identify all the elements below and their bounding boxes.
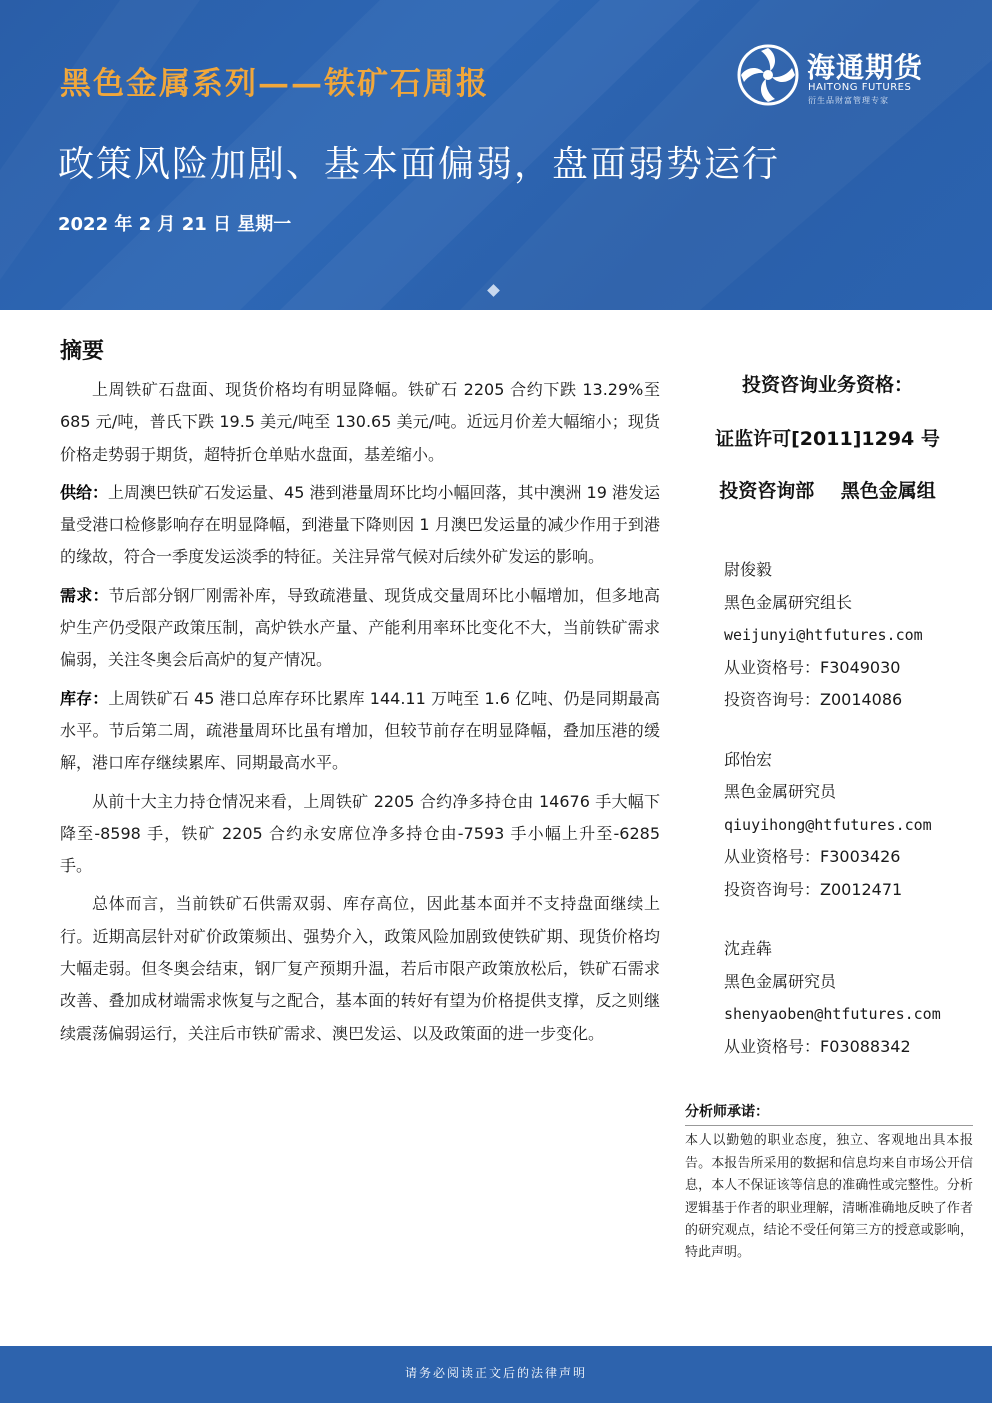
paragraph-text: 节后部分钢厂刚需补库，导致疏港量、现货成交量周环比小幅增加，但多地高炉生产仍受限产政策压制，高炉铁水产量、产能利用率环比变化不大，当前铁矿需求偏弱，关注冬奥会后高炉的复产情况。 (60, 585, 660, 670)
summary-paragraph-conclusion (60, 888, 660, 1049)
logo-swirl-icon (737, 44, 799, 106)
company-logo (737, 42, 967, 112)
page-footer (0, 1346, 992, 1403)
summary-paragraph-demand (60, 580, 660, 677)
analyst-cert-number: 从业资格号：F03088342 (724, 1036, 911, 1056)
analyst-title: 黑色金属研究组长 (724, 592, 853, 612)
page-title: 政策风险加剧、基本面偏弱，盘面弱势运行 (58, 144, 781, 185)
analyst-name: 邱怡宏 (724, 749, 773, 769)
series-title: 黑色金属系列——铁矿石周报 (60, 66, 489, 102)
summary-heading: 摘要 (60, 339, 105, 364)
analyst-advisory-number: 投资咨询号：Z0012471 (724, 879, 903, 899)
paragraph-text: 总体而言，当前铁矿石供需双弱、库存高位，因此基本面并不支持盘面继续上行。近期高层针对矿价政策频出、强势介入，政策风险加剧致使铁矿期、现货价格均大幅走弱。但冬奥会结束，钢厂复产预期升温，若后市限产政策放松后，铁矿石需求改善、叠加成材端需求恢复与之配合，基本面的转好有望为价格提供支撑，反之则继续震荡偏弱运行，关注后市铁矿需求、澳巴发运、以及政策面的进一步变化。 (60, 894, 660, 1043)
paragraph-text: 上周铁矿石盘面、现货价格均有明显降幅。铁矿石 2205 合约下跌 13.29%至 685 元/吨，普氏下跌 19.5 美元/吨至 130.65 美元/吨。近远月价差大幅缩小；现货价格走势弱于期货，超特折仓单贴水盘面，基差缩小。 (60, 380, 660, 464)
legal-notice-link[interactable]: 请务必阅读正文后的法律声明 (404, 1366, 587, 1380)
paragraph-text: 从前十大主力持仓情况来看，上周铁矿 2205 合约净多持仓由 14676 手大幅下降至-8598 手，铁矿 2205 合约永安席位净多持仓由-7593 手小幅上升至-6285 手。 (60, 791, 660, 876)
analyst-cert-number: 从业资格号：F3003426 (724, 847, 901, 866)
analyst-card (724, 554, 984, 717)
analyst-card (724, 744, 984, 907)
analyst-email-link[interactable]: weijunyi@htfutures.com (724, 626, 923, 644)
analyst-list (724, 554, 984, 1090)
analyst-title: 黑色金属研究员 (724, 782, 837, 801)
analyst-email-link[interactable]: shenyaoben@htfutures.com (724, 1005, 941, 1023)
promise-text: 本人以勤勉的职业态度，独立、客观地出具本报告。本报告所采用的数据和信息均来自市场公开信息，本人不保证该等信息的准确性或完整性。分析逻辑基于作者的职业理解，清晰准确地反映了作者的研究观点，结论不受任何第三方的授意或影响，特此声明。 (685, 1133, 973, 1261)
paragraph-label: 供给： (60, 482, 109, 502)
license-number: 证监许可[2011]1294 号 (715, 428, 940, 450)
analyst-advisory-number: 投资咨询号：Z0014086 (724, 690, 903, 709)
promise-title: 分析师承诺： (685, 1104, 769, 1120)
summary-paragraph-overview (60, 374, 660, 471)
paragraph-text: 上周澳巴铁矿石发运量、45 港到港量周环比均小幅回落，其中澳洲 19 港发运量受港口检修影响存在明显降幅，到港量下降则因 1 月澳巴发运量的减少作用于到港的缘故，符合一季度发运淡季的特征。关注异常气候对后续外矿发运的影响。 (60, 482, 660, 567)
analyst-name: 沈垚犇 (724, 939, 773, 958)
analyst-promise (685, 1101, 973, 1265)
analyst-cert-number: 从业资格号：F3049030 (724, 657, 901, 677)
logo-slogan: 衍生品财富管理专家 (808, 96, 889, 105)
analyst-name: 尉俊毅 (724, 560, 773, 579)
promise-divider (685, 1125, 973, 1126)
analyst-card (724, 933, 984, 1063)
summary-paragraph-inventory (60, 683, 660, 780)
paragraph-text: 上周铁矿石 45 港口总库存环比累库 144.11 万吨至 1.6 亿吨、仍是同期最高水平。节后第二周，疏港量周环比虽有增加，但较节前存在明显降幅，叠加压港的缓解，港口库存继续累库、同期最高水平。 (60, 688, 660, 773)
logo-name-en: HAITONG FUTURES (808, 82, 912, 93)
analyst-title: 黑色金属研究员 (724, 971, 837, 991)
report-date: 2022 年 2 月 21 日 星期一 (58, 214, 292, 235)
analyst-email-link[interactable]: qiuyihong@htfutures.com (724, 815, 932, 834)
logo-name-cn: 海通期货 (807, 51, 924, 84)
summary-body (60, 374, 660, 1056)
summary-paragraph-supply (60, 477, 660, 574)
department-name: 投资咨询部 黑色金属组 (719, 480, 936, 502)
paragraph-label: 库存： (60, 688, 109, 708)
report-header (0, 0, 992, 310)
summary-paragraph-positions (60, 786, 660, 883)
paragraph-label: 需求： (60, 585, 109, 605)
qualification-title: 投资咨询业务资格： (741, 374, 913, 396)
